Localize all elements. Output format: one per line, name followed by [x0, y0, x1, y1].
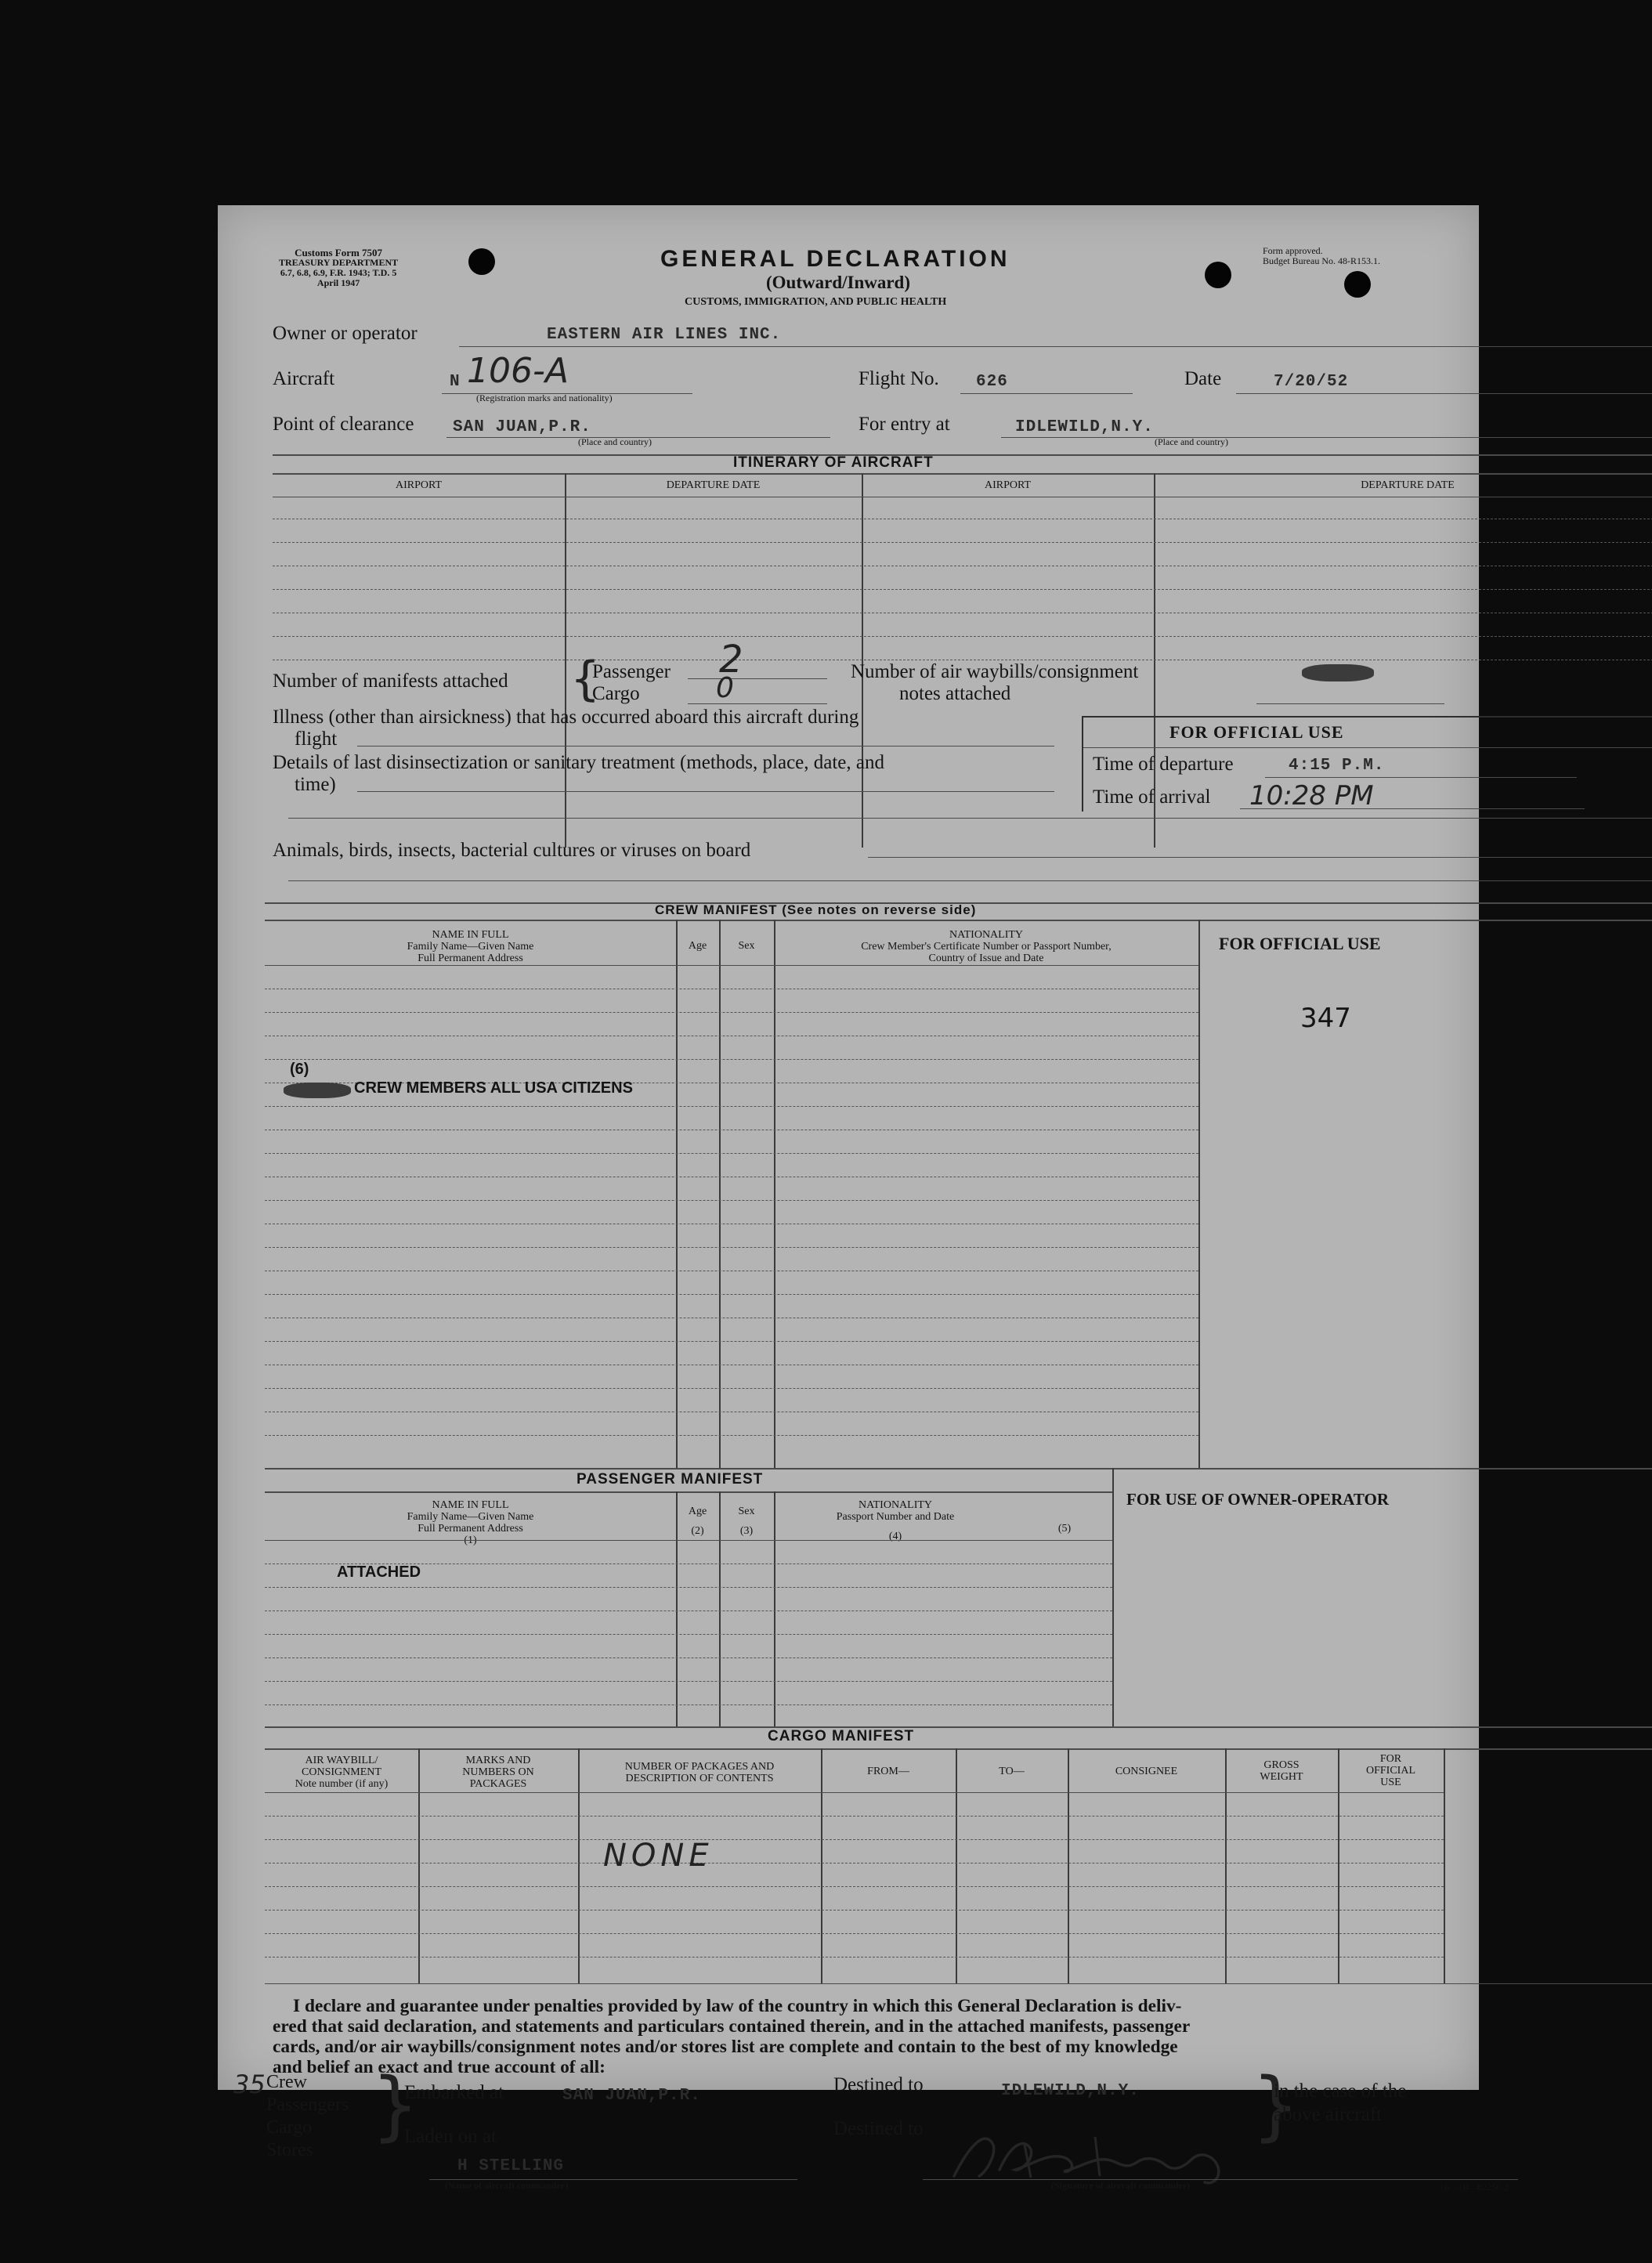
punch-hole	[1344, 271, 1371, 298]
print-code: 16—10—82256-2	[1440, 2182, 1509, 2193]
crew-col-nationality: NATIONALITY Crew Member's Certificate Number or Passport Number, Country of Issue and Date	[861, 929, 1112, 964]
crew-col-sex: Sex	[738, 940, 755, 952]
form-id: Customs Form 7507 TREASURY DEPARTMENT 6.7, 6.8, 6.9, F.R. 1943; T.D. 5 April 1947	[279, 247, 399, 288]
ink-smudge	[1302, 664, 1374, 681]
passenger-entry: ATTACHED	[337, 1563, 421, 1581]
form-subtitle: (Outward/Inward)	[766, 273, 911, 292]
cargo-col-marks: MARKS AND NUMBERS ON PACKAGES	[462, 1755, 534, 1790]
manifests-brace: {	[570, 652, 601, 707]
approval-note: Form approved. Budget Bureau No. 48-R153.1.	[1263, 245, 1380, 266]
flight-label: Flight No.	[859, 368, 939, 389]
aircraft-prefix: N	[450, 373, 461, 391]
passenger-col-age: Age (2)	[688, 1506, 707, 1537]
illness-label-2: flight	[295, 728, 338, 750]
cargo-col-from: FROM—	[867, 1766, 909, 1777]
crew-col-official: FOR OFFICIAL USE	[1219, 934, 1381, 953]
cargo-col-waybill: AIR WAYBILL/ CONSIGNMENT Note number (if any)	[295, 1755, 389, 1790]
aircraft-value: 106-A	[467, 351, 569, 391]
departure-label: Time of departure	[1093, 754, 1234, 775]
crew-count: (6)	[290, 1061, 309, 1078]
case-line-2: above aircraft	[1274, 2104, 1383, 2125]
destined-label-2: Destined to	[833, 2118, 924, 2139]
owner-value: EASTERN AIR LINES INC.	[547, 326, 782, 344]
laden-label: Laden on at	[404, 2126, 497, 2147]
arrival-label: Time of arrival	[1093, 786, 1211, 808]
case-brace: }	[1252, 2062, 1300, 2149]
cargo-col-official: FOR OFFICIAL USE	[1365, 1753, 1415, 1788]
crew-entry: CREW MEMBERS ALL USA CITIZENS	[354, 1079, 633, 1097]
margin-note: 35	[233, 2070, 266, 2099]
itinerary-col-departure-1: DEPARTURE DATE	[666, 479, 761, 491]
declaration-items: Crew Passengers Cargo Stores	[266, 2072, 349, 2160]
flight-value: 626	[976, 373, 1008, 391]
arrival-value: 10:28 PM	[1249, 780, 1374, 812]
itinerary-col-departure-2: DEPARTURE DATE	[1361, 479, 1455, 491]
ink-smudge	[284, 1083, 351, 1098]
passenger-col-5: (5)	[1057, 1523, 1072, 1535]
clearance-value: SAN JUAN,P.R.	[453, 418, 591, 436]
crew-official-number: 347	[1300, 1003, 1351, 1034]
cargo-manifest-title: CARGO MANIFEST	[768, 1728, 915, 1744]
animals-label: Animals, birds, insects, bacterial cultures or viruses on board	[273, 840, 751, 861]
passenger-col-name: NAME IN FULL Family Name—Given Name Full Permanent Address (1)	[407, 1499, 534, 1546]
passenger-label: Passenger	[592, 661, 671, 682]
cargo-col-weight: GROSS WEIGHT	[1260, 1759, 1303, 1783]
cargo-count: 0	[716, 672, 734, 704]
destined-value: IDLEWILD,N.Y.	[1001, 2082, 1140, 2100]
clearance-caption: (Place and country)	[578, 436, 652, 447]
official-use-title: FOR OFFICIAL USE	[1169, 722, 1344, 742]
embarked-label: Embarked at	[404, 2082, 504, 2103]
itinerary-col-airport-1: AIRPORT	[395, 479, 443, 491]
cargo-col-to: TO—	[999, 1766, 1025, 1777]
punch-hole	[468, 248, 495, 275]
general-declaration-form	[218, 205, 1509, 2193]
owner-label: Owner or operator	[273, 323, 418, 344]
disinsect-label-1: Details of last disinsectization or sanitary treatment (methods, place, date, and	[273, 752, 884, 773]
entry-caption: (Place and country)	[1155, 436, 1228, 447]
embarked-value: SAN JUAN,P.R.	[562, 2087, 701, 2105]
aircraft-caption: (Registration marks and nationality)	[476, 392, 613, 403]
entry-label: For entry at	[859, 414, 950, 435]
aircraft-label: Aircraft	[273, 368, 335, 389]
punch-hole	[1205, 262, 1231, 288]
illness-label-1: Illness (other than airsickness) that has occurred aboard this aircraft during	[273, 707, 859, 728]
passenger-col-sex: Sex (3)	[738, 1506, 755, 1537]
crew-col-name: NAME IN FULL Family Name—Given Name Full Permanent Address	[407, 929, 534, 964]
cargo-label: Cargo	[592, 683, 640, 704]
disinsect-label-2: time)	[295, 774, 336, 795]
owner-operator-use: FOR USE OF OWNER-OPERATOR	[1126, 1490, 1390, 1509]
form-title: GENERAL DECLARATION	[660, 246, 1010, 272]
manifests-label: Number of manifests attached	[273, 671, 508, 692]
cargo-col-consignee: CONSIGNEE	[1115, 1766, 1178, 1777]
commander-caption: (Name of aircraft commander)	[445, 2180, 569, 2191]
clearance-label: Point of clearance	[273, 414, 414, 435]
date-label: Date	[1184, 368, 1222, 389]
crew-manifest-title: CREW MANIFEST (See notes on reverse side)	[655, 902, 977, 917]
form-subtitle-2: CUSTOMS, IMMIGRATION, AND PUBLIC HEALTH	[685, 296, 947, 308]
passenger-count: 2	[719, 638, 743, 681]
departure-value: 4:15 P.M.	[1289, 757, 1385, 775]
official-use-box	[1082, 716, 1652, 812]
items-brace: }	[371, 2062, 420, 2149]
passenger-manifest-title: PASSENGER MANIFEST	[577, 1471, 764, 1488]
declaration-text: I declare and guarantee under penalties provided by law of the country in which this General Declaration is deliv- ered that said declaration, and statements and particulars contained therein, and in the attached manifests, passenger cards, and/or air waybills/consignment notes and/or stores list are complete and contain to the best of my knowledge and belief an exact and true account of all:	[273, 1996, 1191, 2077]
cargo-entry: NONE	[603, 1838, 714, 1874]
passenger-col-nationality: NATIONALITY Passport Number and Date (4)	[836, 1499, 955, 1542]
waybills-label-2: notes attached	[899, 683, 1011, 704]
date-value: 7/20/52	[1274, 373, 1349, 391]
crew-col-age: Age	[688, 940, 707, 952]
cargo-col-packages: NUMBER OF PACKAGES AND DESCRIPTION OF CONTENTS	[624, 1761, 775, 1784]
signature-caption: (Signature of aircraft commander)	[1051, 2180, 1191, 2191]
waybills-label-1: Number of air waybills/consignment	[851, 661, 1139, 682]
itinerary-title: ITINERARY OF AIRCRAFT	[733, 454, 934, 471]
case-line-1: in the case of the	[1274, 2080, 1407, 2102]
itinerary-col-airport-2: AIRPORT	[984, 479, 1032, 491]
destined-label-1: Destined to	[833, 2074, 924, 2095]
commander-name: H STELLING	[457, 2157, 565, 2175]
entry-value: IDLEWILD,N.Y.	[1015, 418, 1154, 436]
